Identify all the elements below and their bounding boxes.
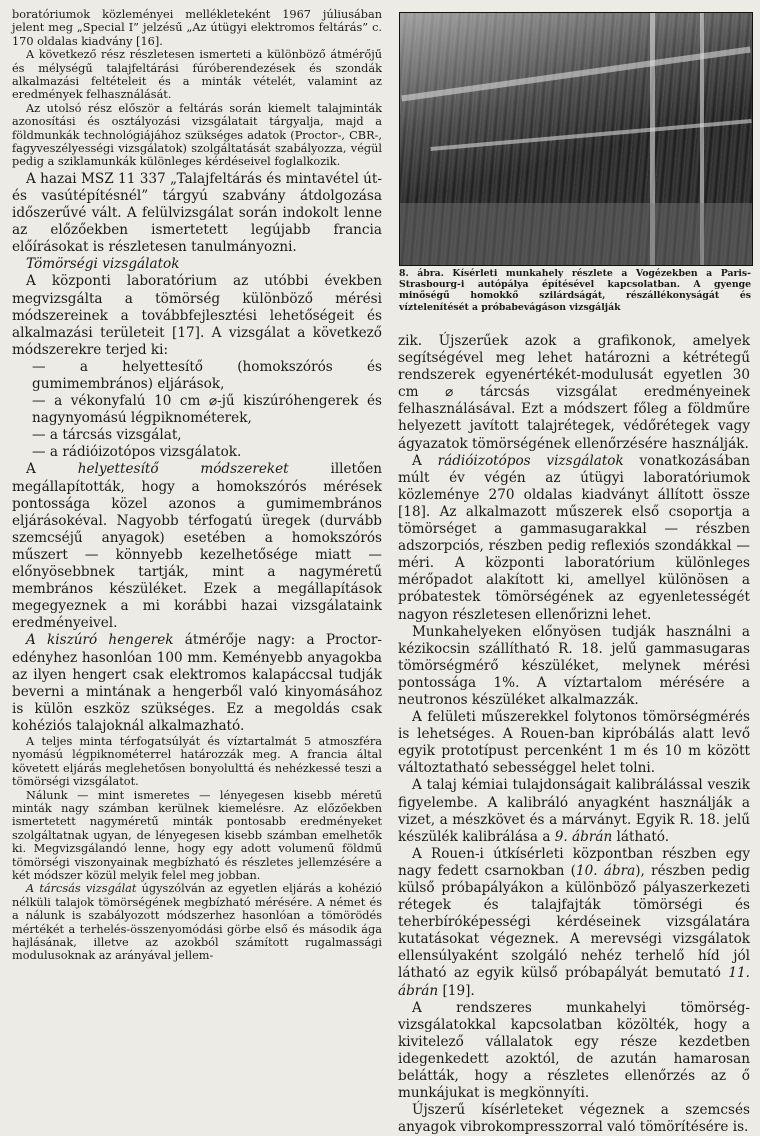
cutter-paragraph: [12, 632, 382, 735]
text-run: A talaj kémiai tulajdonságait kalibrálással veszik figyelembe. A kalibráló anyagként használják a vizet, a mészkövet és a márványt. Egyik R. 18. jelű készülék kalibrálása a: [398, 777, 750, 845]
method-item: — a vékonyfalú 10 cm ⌀-jű kiszúróhengerek és nagynyomású légpiknométerek,: [32, 393, 382, 427]
photo-detail: [401, 47, 750, 102]
regular-tests-paragraph: A rendszeres munkahelyi tömörség-vizsgálatokkal kapcsolatban közölték, hogy a kivitelező vállalatok egy része kezdetben idegenkedett azoktól, de azután hamarosan belátták, hogy a részletes ellenőrzés az ő munkájukat is megkönnyíti.: [398, 999, 750, 1102]
text-run: A: [412, 452, 438, 469]
emphasis: 9. ábrán: [554, 828, 613, 845]
pyknometer-block: [12, 735, 382, 963]
right-column: [398, 333, 750, 1136]
text-run: vonatkozásában múlt év végén az útügyi laboratóriumok közleménye 270 oldalas kiadványt állított össze [18]. Az alkalmazott műszerek első csoportja a tömörséget a gammasugarakkal — részben adszorpciós, részben pedig reflexiós szondákkal — méri. A központi laboratórium különleges mérőpadot alakított ki, amellyel különösen a próbatestek tömörségének az egyenletességét nagyon részletesen ellenőrizni lehet.: [398, 452, 751, 623]
text-run: [19].: [438, 982, 475, 999]
emphasis: A tárcsás vizsgálat: [26, 882, 137, 896]
replacement-paragraph: [12, 461, 382, 632]
emphasis: rádióizotópos vizsgálatok: [437, 452, 624, 469]
text-run: A: [26, 461, 78, 478]
text-run: látható.: [612, 828, 670, 845]
text-run: ), részben pedig külső próbapályákon a különböző pályaszerkezeti rétegek és talajfajták tömörségi és teherbíróképességi kérdéseinek vizsgálatára kutatásokat végeznek. A merevségi vizsgálatok ellensúlyaként szolgáló nehéz terhelő híd jól látható az egyik külső próbapályát bemutató: [398, 862, 750, 982]
pyknometer-paragraph: A teljes minta térfogatsúlyát és víztartalmát 5 atmoszféra nyomású légpiknométerrel határozzák meg. A francia által követett eljárás meglehetősen bonyolulttá és nehézkessé teszi a tömörségi vizsgálatot.: [12, 734, 382, 789]
central-lab-paragraph: A központi laboratórium az utóbbi években megvizsgálta a tömörség különböző mérési módszereinek a továbbfejlesztési lehetőségeit és alkalmazási területeit [17]. A vizsgálat a következő módszerekre terjed ki:: [12, 273, 382, 358]
emphasis: 10. ábra: [575, 862, 636, 879]
method-item: — a tárcsás vizsgálat,: [32, 427, 182, 444]
emphasis: A kiszúró hengerek: [26, 632, 174, 649]
photo-detail: [400, 203, 752, 265]
text-run: A Rouen-i útkísérleti központban részben egy nagy fedett csarnokban (: [398, 845, 750, 879]
intro-paragraph-1: boratóriumok közleményei mellékleteként 1967 júliusában jelent meg „Special I” jelzésű „Az útügyi elektromos feltárás” c. 170 oldalas kiadvány [16].: [12, 8, 382, 48]
emphasis: 11. ábrán: [398, 965, 750, 999]
intro-paragraph-3: Az utolsó rész először a feltárás során kiemelt talajminták azonosítási és osztályozási vizsgálatait tárgyalja, majd a földmunkák technológiájához szükséges adatok (Proctor-, CBR-, fagyveszélyességi vizsgálatok) szolgáltatását szabályozza, végül pedig a sziklamunkák különleges kérdéseivel foglalkozik.: [12, 101, 382, 169]
intro-block: [12, 8, 382, 169]
intro-paragraph-2: A következő rész részletesen ismerteti a különböző átmérőjű és mélységű talajfeltárási fúróberendezések és szondák alkalmazási feltételeit és a minták vételét, valamint az eredmények felhasználását.: [12, 48, 382, 102]
ours-paragraph: Nálunk — mint ismeretes — lényegesen kisebb méretű minták nagy számban kerülnek kiemelésre. Az előzőekben ismertetett nagyméretű minták pontosabb eredményeket szolgáltatnak ugyan, de lényegesen kisebb számban emelhetők ki. Megvizsgálandó lenne, hogy egy adott volumenű földmű tömörségi viszonyainak megbízható és részletes jellemzésére a két módszer közül melyik felel meg jobban.: [12, 788, 382, 883]
workplace-paragraph: Munkahelyeken előnyösen tudják használni a kézikocsin szállítható R. 18. jelű gammasugaras tömörségmérő készüléket, melynek mérési pontossága 1%. A víztartalom mérésére a neutronos készüléket alkalmazzák.: [398, 623, 750, 708]
msz-paragraph: A hazai MSZ 11 337 „Talajfeltárás és mintavétel út- és vasútépítésnél” tárgyú szabvány átdolgozása időszerűvé vált. A felülvizsgálat során indokolt lenne az előzőekben ismertetett legújabb francia előírásokat is részletesen tanulmányozni.: [12, 170, 382, 256]
methods-list: [12, 359, 382, 462]
figure-8-photo: [399, 12, 753, 266]
emphasis: helyettesítő módszereket: [77, 461, 289, 478]
text-run: illetően megállapították, hogy a homokszórós mérések pontossága közel azonos a gumimembrános eljárásokéval. Nagyobb térfogatú üregek (durvább szemcséjű anyagok) esetében a homokszórós műszert — könnyebb kezelhetősége miatt — előnyösebbnek tartják, mint a nagyméretű membrános készüléket. Ezek a megállapítások megegyeznek a mi korábbi hazai vizsgálataink eredményeivel.: [12, 461, 383, 632]
method-item: — a helyettesítő (homokszórós és gumimembrános) eljárások,: [32, 358, 382, 392]
text-run: úgyszólván az egyetlen eljárás a kohézió nélküli talajok tömörségének megbízható mérésére. A német és a nálunk is szabályozott módszerhez hasonlóan a tömörödés mértékét a terhelés-összenyomódási görbe első és második ága hajlásának, illetve az azokból számított rugalmassági modulusoknak az arányával jellem-: [12, 882, 382, 963]
radioisotope-paragraph: [398, 453, 750, 624]
text-run: átmérője nagy: a Proctor-edényhez hasonlóan 100 mm. Keményebb anyagokba az ilyen hengert csak elektromos kalapáccsal tudják beverni a mintának a hengerből való kinyomásához is külön eszköz szükséges. Ez a megoldás csak kohéziós talajoknál alkalmazható.: [12, 632, 383, 734]
continuation-paragraph: zik. Újszerűek azok a grafikonok, amelyek segítségével meg lehet határozni a kétrétegű rendszerek egyenértékét-modulusát egyetlen 30 cm ⌀ tárcsás vizsgálat eredményeinek felhasználásával. Ezt a módszert főleg a földműre helyezett javított talajrétegek, védőrétegek vagy ágyazatok tömörségének ellenőrzésére használják.: [398, 333, 750, 452]
method-item: — a rádióizotópos vizsgálatok.: [32, 444, 242, 461]
rouen-paragraph: [398, 846, 750, 1000]
new-experiments-paragraph: Újszerű kísérleteket végeznek a szemcsés anyagok vibrokompresszorral való tömörítésére is.: [398, 1102, 750, 1136]
calibration-paragraph: [398, 777, 750, 845]
plate-paragraph: [12, 882, 382, 962]
figure-caption: 8. ábra. Kísérleti munkahely részlete a Vogézekben a Paris-Strasbourg-i autópálya építésével kapcsolatban. A gyenge minőségű homokkő szilárdságát, részállékonyságát és víztelenítését a próbabevágáson vizsgálják: [399, 268, 751, 313]
section-title: Tömörségi vizsgálatok: [26, 256, 180, 273]
left-column: [12, 8, 382, 963]
surface-paragraph: A felületi műszerekkel folytonos tömörségmérés is lehetséges. A Rouen-ban kipróbálás alatt levő egyik prototípust percenként 1 m és 10 m között változtatható sebességgel helet tolni.: [398, 709, 750, 777]
